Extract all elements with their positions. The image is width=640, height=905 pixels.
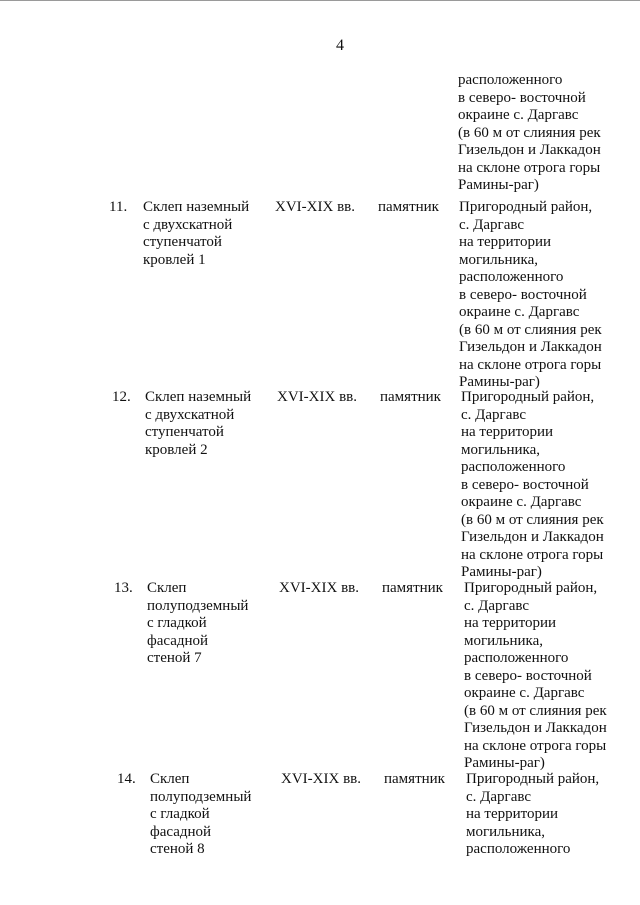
location-line: Пригородный район, <box>459 199 593 215</box>
location-line: на склоне отрога горы <box>458 159 601 176</box>
monument-name-line: Склеп наземный <box>143 199 250 215</box>
monument-name-line: ступенчатой <box>143 234 222 250</box>
location-line: на территории <box>459 234 552 250</box>
location-line: Гизельдон и Лаккадон <box>459 339 602 355</box>
category-cell: памятник <box>378 199 439 215</box>
location-line: (в 60 м от слияния рек <box>459 321 602 338</box>
location-line: Гизельдон и Лаккадон <box>464 720 607 736</box>
monument-name-line: кровлей 1 <box>143 251 206 268</box>
location-line: могильника, <box>466 823 546 840</box>
row-number: 12. <box>112 389 131 405</box>
location-line: Гизельдон и Лаккадон <box>461 529 604 545</box>
location-line: на территории <box>466 806 559 822</box>
period-cell: XVI-XIX вв. <box>277 389 357 405</box>
category-cell: памятник <box>380 389 441 405</box>
monument-name-line: фасадной <box>150 823 212 840</box>
location-line: расположенного <box>458 72 563 88</box>
category-cell: памятник <box>382 580 443 596</box>
location-line: с. Даргавс <box>459 216 525 233</box>
location-line: могильника, <box>459 251 539 268</box>
monument-name-line: Склеп <box>147 580 187 596</box>
monument-name-line: ступенчатой <box>145 424 224 440</box>
monument-name-line: с двухскатной <box>143 216 233 233</box>
monument-name-line: с гладкой <box>150 806 210 822</box>
location-line: в северо- восточной <box>459 286 587 303</box>
location-line: на склоне отрога горы <box>461 546 604 563</box>
location-line: окраине с. Даргавс <box>461 494 582 510</box>
location-line: Рамины-раг) <box>461 564 542 580</box>
location-line: окраине с. Даргавс <box>464 685 585 701</box>
location-line: в северо- восточной <box>464 667 592 684</box>
page-top-edge <box>0 0 640 1</box>
monument-name-line: стеной 7 <box>147 650 202 666</box>
location-line: окраине с. Даргавс <box>459 304 580 320</box>
location-line: (в 60 м от слияния рек <box>458 124 601 141</box>
location-line: с. Даргавс <box>466 788 532 805</box>
page-number: 4 <box>336 37 344 54</box>
location-line: расположенного <box>466 841 571 857</box>
location-line: расположенного <box>459 269 564 285</box>
monument-name-line: стеной 8 <box>150 841 205 857</box>
location-line: Пригородный район, <box>464 580 598 596</box>
location-line: Гизельдон и Лаккадон <box>458 142 601 158</box>
location-line: в северо- восточной <box>461 476 589 493</box>
monument-name-line: с двухскатной <box>145 406 235 423</box>
location-line: на склоне отрога горы <box>459 356 602 373</box>
row-number: 13. <box>114 580 133 596</box>
period-cell: XVI-XIX вв. <box>279 580 359 596</box>
monument-name-line: фасадной <box>147 632 209 649</box>
period-cell: XVI-XIX вв. <box>281 771 361 787</box>
location-line: могильника, <box>461 441 541 458</box>
location-line: окраине с. Даргавс <box>458 107 579 123</box>
location-line: Рамины-раг) <box>459 374 540 390</box>
location-line: Пригородный район, <box>466 771 600 787</box>
location-line: могильника, <box>464 632 544 649</box>
row-number: 11. <box>109 199 128 215</box>
monument-name-line: с гладкой <box>147 615 207 631</box>
location-line: с. Даргавс <box>464 597 530 614</box>
location-line: с. Даргавс <box>461 406 527 423</box>
row-number: 14. <box>117 771 136 787</box>
location-line: расположенного <box>461 459 566 475</box>
monument-name-line: полуподземный <box>150 788 252 805</box>
location-line: Рамины-раг) <box>464 755 545 771</box>
location-line: (в 60 м от слияния рек <box>464 702 607 719</box>
monument-name-line: Склеп <box>150 771 190 787</box>
monument-name-line: кровлей 2 <box>145 441 208 458</box>
location-line: в северо- восточной <box>458 89 586 106</box>
location-line: на территории <box>461 424 554 440</box>
location-line: на территории <box>464 615 557 631</box>
location-line: (в 60 м от слияния рек <box>461 511 604 528</box>
location-line: на склоне отрога горы <box>464 737 607 754</box>
location-line: расположенного <box>464 650 569 666</box>
location-line: Рамины-раг) <box>458 177 539 193</box>
monument-name-line: Склеп наземный <box>145 389 252 405</box>
category-cell: памятник <box>384 771 445 787</box>
monument-name-line: полуподземный <box>147 597 249 614</box>
period-cell: XVI-XIX вв. <box>275 199 355 215</box>
location-line: Пригородный район, <box>461 389 595 405</box>
